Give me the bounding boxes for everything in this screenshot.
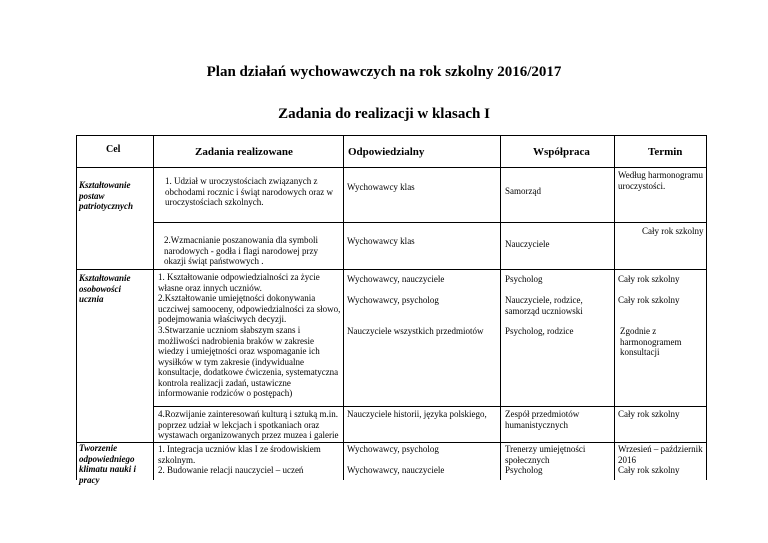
task-cell: 1. Kształtowanie odpowiedzialności za życie własne oraz innych uczniów. <box>158 272 320 293</box>
task-cell: 2.Kształtowanie umiejętności dokonywania uczciwej samooceny, odpowiedzialności za słowo, podejmowania właściwych decyzji. <box>158 293 341 324</box>
cooperation-cell: Samorząd <box>505 186 541 196</box>
document-title: Plan działań wychowawczych na rok szkolny 2016/2017 <box>206 64 562 80</box>
col-divider <box>153 135 154 480</box>
goal-personality: Kształtowanie osobowości ucznia <box>79 273 131 304</box>
header-zadania: Zadania realizowane <box>195 146 293 158</box>
deadline-cell: Cały rok szkolny <box>618 274 680 284</box>
col-divider <box>76 135 77 480</box>
responsible-cell: Wychowawcy, nauczyciele <box>347 274 445 284</box>
row-divider <box>76 167 706 168</box>
deadline-cell: Według harmonogramu uroczystości. <box>618 170 704 191</box>
header-termin: Termin <box>648 146 683 158</box>
task-cell: 3.Stwarzanie uczniom słabszym szans i możliwości nadrobienia braków w zakresie wiedzy i umiejętności oraz wspomaganie ich wysiłków w tym zakresie (indywidualne konsultacje, dodatkowe ćwiczenia, systematyczna kontrola realizacji zadań, ustawiczne informowanie rodziców o postępach) <box>158 325 339 398</box>
cooperation-cell: Nauczyciele, rodzice, samorząd uczniowski <box>505 295 583 316</box>
goal-climate: Tworzenie odpowiedniego klimatu nauki i pracy <box>79 443 137 485</box>
deadline-cell: Cały rok szkolny <box>618 295 680 305</box>
responsible-cell: Nauczyciele wszystkich przedmiotów <box>347 326 484 336</box>
deadline-cell: Cały rok szkolny <box>618 465 680 475</box>
cooperation-cell: Psycholog <box>505 465 543 475</box>
responsible-cell: Wychowawcy klas <box>347 182 415 192</box>
row-divider <box>76 442 706 443</box>
header-wspolpraca: Współpraca <box>533 146 590 158</box>
row-divider <box>76 135 706 136</box>
cooperation-cell: Psycholog <box>505 274 543 284</box>
col-divider <box>614 135 615 480</box>
deadline-cell: Cały rok szkolny <box>642 226 704 236</box>
document-subtitle: Zadania do realizacji w klasach I <box>278 106 490 122</box>
responsible-cell: Wychowawcy, psycholog <box>347 295 439 305</box>
col-divider <box>343 135 344 480</box>
cooperation-cell: Psycholog, rodzice <box>505 326 574 336</box>
col-divider <box>706 135 707 480</box>
header-odpowiedzialny: Odpowiedzialny <box>348 146 425 158</box>
task-cell: 1. Integracja uczniów klas I ze środowiskiem szkolnym. <box>158 444 321 465</box>
responsible-cell: Nauczyciele historii, języka polskiego, <box>347 409 487 419</box>
row-divider <box>76 269 706 270</box>
responsible-cell: Wychowawcy klas <box>347 236 415 246</box>
deadline-cell: Zgodnie z harmonogramem konsultacji <box>620 326 682 357</box>
task-cell: 2.Wzmacnianie poszanowania dla symboli narodowych - godła i flagi narodowej przy okazji świąt państwowych . <box>164 235 318 266</box>
row-divider <box>153 222 706 223</box>
cooperation-cell: Trenerzy umiejętności społecznych <box>505 444 586 465</box>
task-cell: 2. Budowanie relacji nauczyciel – uczeń <box>158 465 304 475</box>
task-cell: 1. Udział w uroczystościach związanych z obchodami rocznic i świąt narodowych oraz w uroczystościach szkolnych. <box>165 176 333 207</box>
header-cel: Cel <box>106 144 121 155</box>
cooperation-cell: Nauczyciele <box>505 239 550 249</box>
deadline-cell: Wrzesień – październik 2016 <box>618 444 703 465</box>
col-divider <box>500 135 501 480</box>
responsible-cell: Wychowawcy, psycholog <box>347 444 439 454</box>
deadline-cell: Cały rok szkolny <box>618 409 680 419</box>
responsible-cell: Wychowawcy, nauczyciele <box>347 465 445 475</box>
cooperation-cell: Zespół przedmiotów humanistycznych <box>505 409 580 430</box>
row-divider <box>153 406 706 407</box>
goal-patriotic: Kształtowanie postaw patriotycznych <box>79 180 133 211</box>
task-cell: 4.Rozwijanie zainteresowań kulturą i sztuką m.in. poprzez udział w lekcjach i spotkaniach oraz wystawach organizowanych przez muzea i galerie <box>158 409 339 440</box>
